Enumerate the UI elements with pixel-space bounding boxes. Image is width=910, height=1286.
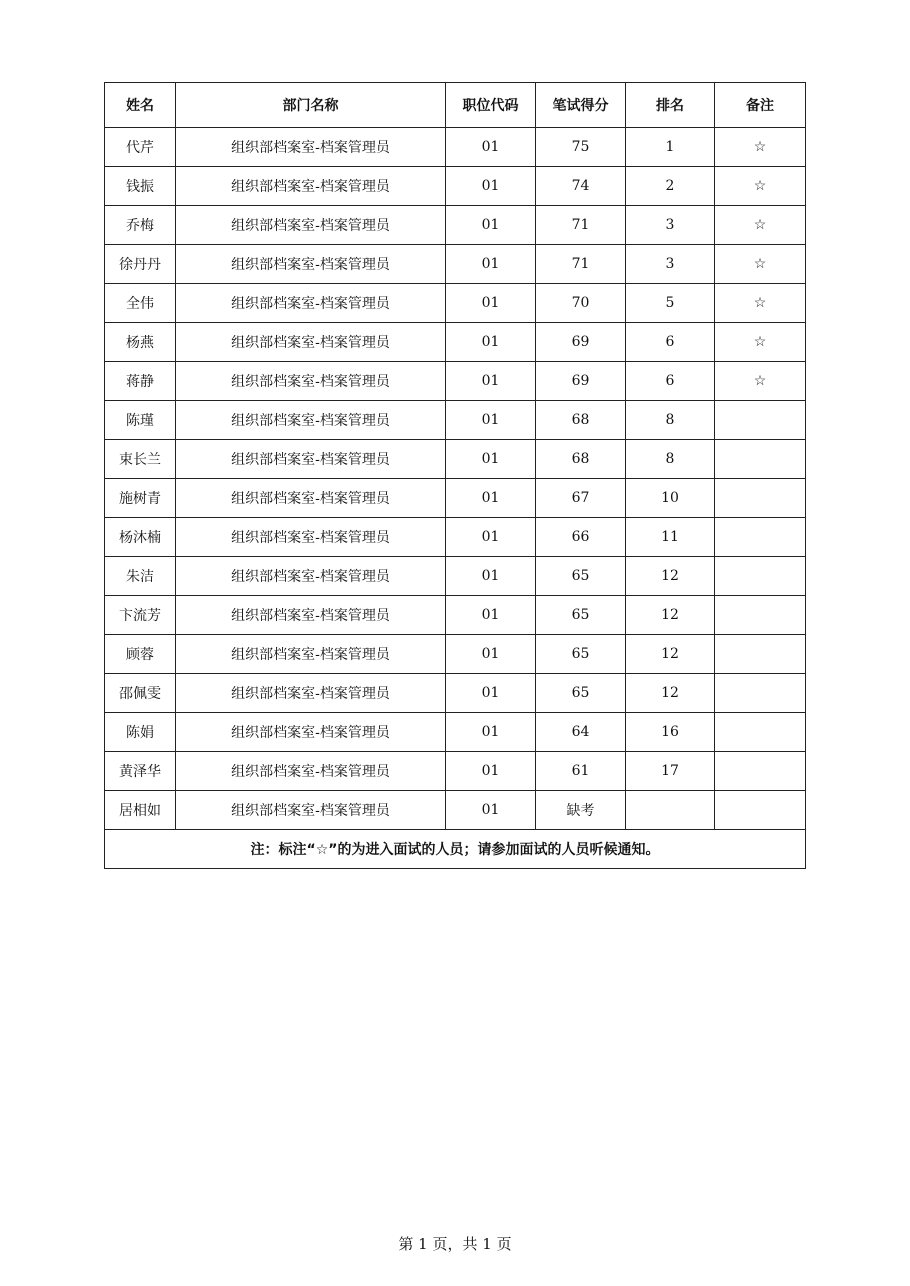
table-row	[105, 635, 806, 674]
table-row	[105, 674, 806, 713]
score-cell: 71	[536, 206, 626, 245]
position-code-cell: 01	[446, 128, 536, 167]
header-remark: 备注	[715, 83, 806, 128]
name-cell: 黄泽华	[105, 752, 176, 791]
rank-cell: 8	[626, 401, 715, 440]
remark-cell	[715, 713, 806, 752]
department-cell: 组织部档案室-档案管理员	[176, 557, 446, 596]
score-cell: 69	[536, 323, 626, 362]
table-row	[105, 362, 806, 401]
rank-cell: 10	[626, 479, 715, 518]
position-code-cell: 01	[446, 752, 536, 791]
department-cell: 组织部档案室-档案管理员	[176, 791, 446, 830]
remark-cell: ☆	[715, 167, 806, 206]
name-cell: 钱振	[105, 167, 176, 206]
position-code-cell: 01	[446, 635, 536, 674]
rank-cell: 16	[626, 713, 715, 752]
score-cell: 67	[536, 479, 626, 518]
rank-cell: 3	[626, 206, 715, 245]
score-cell: 74	[536, 167, 626, 206]
table-row	[105, 323, 806, 362]
rank-cell	[626, 791, 715, 830]
table-row	[105, 557, 806, 596]
score-cell: 75	[536, 128, 626, 167]
rank-cell: 12	[626, 557, 715, 596]
remark-cell: ☆	[715, 206, 806, 245]
name-cell: 徐丹丹	[105, 245, 176, 284]
table-row	[105, 791, 806, 830]
rank-cell: 2	[626, 167, 715, 206]
position-code-cell: 01	[446, 713, 536, 752]
name-cell: 杨沐楠	[105, 518, 176, 557]
score-cell: 68	[536, 440, 626, 479]
rank-cell: 6	[626, 362, 715, 401]
name-cell: 陈娟	[105, 713, 176, 752]
name-cell: 陈瑾	[105, 401, 176, 440]
table-row	[105, 713, 806, 752]
table-row	[105, 518, 806, 557]
department-cell: 组织部档案室-档案管理员	[176, 167, 446, 206]
score-cell: 68	[536, 401, 626, 440]
score-cell: 69	[536, 362, 626, 401]
table-row	[105, 167, 806, 206]
position-code-cell: 01	[446, 440, 536, 479]
rank-cell: 12	[626, 674, 715, 713]
department-cell: 组织部档案室-档案管理员	[176, 479, 446, 518]
department-cell: 组织部档案室-档案管理员	[176, 206, 446, 245]
header-position-code: 职位代码	[446, 83, 536, 128]
name-cell: 乔梅	[105, 206, 176, 245]
department-cell: 组织部档案室-档案管理员	[176, 752, 446, 791]
table-row	[105, 752, 806, 791]
remark-cell	[715, 401, 806, 440]
note-row	[105, 830, 806, 869]
remark-cell: ☆	[715, 362, 806, 401]
name-cell: 居相如	[105, 791, 176, 830]
position-code-cell: 01	[446, 167, 536, 206]
table-note: 注：标注“☆”的为进入面试的人员；请参加面试的人员听候通知。	[105, 830, 806, 869]
department-cell: 组织部档案室-档案管理员	[176, 713, 446, 752]
table-row	[105, 401, 806, 440]
department-cell: 组织部档案室-档案管理员	[176, 440, 446, 479]
position-code-cell: 01	[446, 479, 536, 518]
position-code-cell: 01	[446, 206, 536, 245]
remark-cell	[715, 596, 806, 635]
table-row	[105, 284, 806, 323]
department-cell: 组织部档案室-档案管理员	[176, 284, 446, 323]
position-code-cell: 01	[446, 362, 536, 401]
department-cell: 组织部档案室-档案管理员	[176, 128, 446, 167]
rank-cell: 5	[626, 284, 715, 323]
department-cell: 组织部档案室-档案管理员	[176, 635, 446, 674]
score-cell: 缺考	[536, 791, 626, 830]
position-code-cell: 01	[446, 791, 536, 830]
name-cell: 全伟	[105, 284, 176, 323]
department-cell: 组织部档案室-档案管理员	[176, 362, 446, 401]
department-cell: 组织部档案室-档案管理员	[176, 674, 446, 713]
remark-cell: ☆	[715, 323, 806, 362]
score-cell: 71	[536, 245, 626, 284]
score-cell: 64	[536, 713, 626, 752]
position-code-cell: 01	[446, 674, 536, 713]
position-code-cell: 01	[446, 245, 536, 284]
name-cell: 卞流芳	[105, 596, 176, 635]
table-row	[105, 440, 806, 479]
rank-cell: 3	[626, 245, 715, 284]
page-number: 第 1 页，共 1 页	[398, 1235, 512, 1253]
remark-cell	[715, 479, 806, 518]
name-cell: 朱洁	[105, 557, 176, 596]
department-cell: 组织部档案室-档案管理员	[176, 596, 446, 635]
position-code-cell: 01	[446, 596, 536, 635]
name-cell: 顾蓉	[105, 635, 176, 674]
position-code-cell: 01	[446, 401, 536, 440]
score-cell: 65	[536, 674, 626, 713]
name-cell: 蒋静	[105, 362, 176, 401]
remark-cell	[715, 440, 806, 479]
score-cell: 65	[536, 557, 626, 596]
header-written-score: 笔试得分	[536, 83, 626, 128]
remark-cell	[715, 674, 806, 713]
position-code-cell: 01	[446, 323, 536, 362]
score-cell: 65	[536, 596, 626, 635]
table-row	[105, 596, 806, 635]
position-code-cell: 01	[446, 284, 536, 323]
remark-cell: ☆	[715, 245, 806, 284]
header-name: 姓名	[105, 83, 176, 128]
table-row	[105, 479, 806, 518]
score-cell: 61	[536, 752, 626, 791]
rank-cell: 12	[626, 596, 715, 635]
rank-cell: 8	[626, 440, 715, 479]
results-table	[104, 82, 806, 869]
rank-cell: 11	[626, 518, 715, 557]
name-cell: 代芹	[105, 128, 176, 167]
header-row	[105, 83, 806, 128]
name-cell: 束长兰	[105, 440, 176, 479]
name-cell: 邵佩雯	[105, 674, 176, 713]
rank-cell: 1	[626, 128, 715, 167]
remark-cell: ☆	[715, 128, 806, 167]
remark-cell	[715, 557, 806, 596]
table-row	[105, 128, 806, 167]
remark-cell	[715, 791, 806, 830]
score-cell: 65	[536, 635, 626, 674]
header-department: 部门名称	[176, 83, 446, 128]
header-rank: 排名	[626, 83, 715, 128]
score-cell: 66	[536, 518, 626, 557]
remark-cell	[715, 518, 806, 557]
department-cell: 组织部档案室-档案管理员	[176, 323, 446, 362]
department-cell: 组织部档案室-档案管理员	[176, 245, 446, 284]
rank-cell: 6	[626, 323, 715, 362]
position-code-cell: 01	[446, 518, 536, 557]
rank-cell: 12	[626, 635, 715, 674]
name-cell: 施树青	[105, 479, 176, 518]
table-row	[105, 245, 806, 284]
rank-cell: 17	[626, 752, 715, 791]
department-cell: 组织部档案室-档案管理员	[176, 401, 446, 440]
name-cell: 杨燕	[105, 323, 176, 362]
table-row	[105, 206, 806, 245]
department-cell: 组织部档案室-档案管理员	[176, 518, 446, 557]
position-code-cell: 01	[446, 557, 536, 596]
remark-cell: ☆	[715, 284, 806, 323]
score-cell: 70	[536, 284, 626, 323]
remark-cell	[715, 752, 806, 791]
remark-cell	[715, 635, 806, 674]
